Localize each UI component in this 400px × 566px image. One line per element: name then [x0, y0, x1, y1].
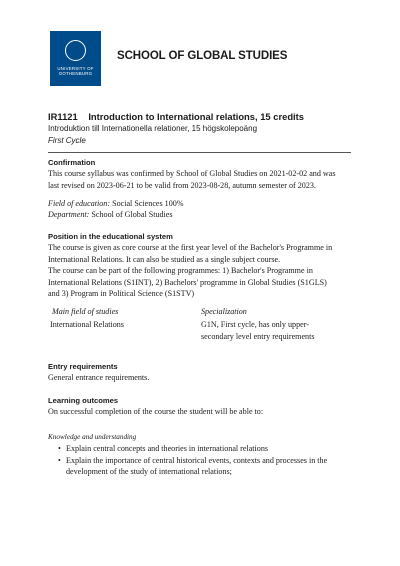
entry-text: General entrance requirements. [48, 373, 150, 382]
logo-text: UNIVERSITY OF GOTHENBURG [57, 66, 94, 77]
department: Department: School of Global Studies [48, 210, 173, 219]
specialization-value: G1N, First cycle, has only upper- secondary level entry requirements [201, 320, 315, 341]
knowledge-subheading: Knowledge and understanding [48, 433, 137, 441]
outcomes-list [58, 443, 354, 478]
divider [48, 152, 351, 153]
main-field-header: Main field of studies [52, 307, 119, 316]
outcomes-heading: Learning outcomes [48, 396, 119, 405]
university-seal-icon [65, 40, 86, 61]
course-title-line [48, 111, 304, 122]
course-title: Introduction to International relations, 15 credits [88, 111, 304, 122]
outcomes-intro: On successful completion of the course the student will be able to: [48, 407, 264, 416]
specialization-header: Specialization [201, 307, 247, 316]
position-paragraph-1: The course is given as core course at the first year level of the Bachelor's Programme in International Relations. It can also be studied as a single subject course. [48, 243, 333, 264]
university-logo [50, 31, 101, 86]
entry-heading: Entry requirements [48, 362, 118, 371]
list-item: • Explain central concepts and theories in international relations [58, 443, 354, 455]
position-paragraph-2: The course can be part of the following programmes: 1) Bachelor's Programme in International Relations (S1INT), 2) Bachelors' programme in Global Studies (S1GLS) and 3) Program in Political Science (S1STV) [48, 266, 327, 298]
main-field-value: International Relations [50, 320, 124, 329]
course-code: IR1121 [48, 111, 78, 122]
school-name: SCHOOL OF GLOBAL STUDIES [117, 50, 288, 62]
position-heading: Position in the educational system [48, 232, 173, 241]
course-cycle: First Cycle [48, 136, 86, 145]
confirmation-text: This course syllabus was confirmed by School of Global Studies on 2021-02-02 and was last revised on 2023-06-21 to be valid from 2023-08-28, autumn semester of 2023. [48, 169, 336, 190]
course-swedish-title: Introduktion till Internationella relationer, 15 högskolepoäng [48, 124, 258, 133]
list-item: • Explain the importance of central historical events, contexts and processes in the development of the study of international relations; [58, 455, 354, 478]
confirmation-heading: Confirmation [48, 158, 96, 167]
field-of-education: Field of education: Social Sciences 100% [48, 199, 184, 208]
